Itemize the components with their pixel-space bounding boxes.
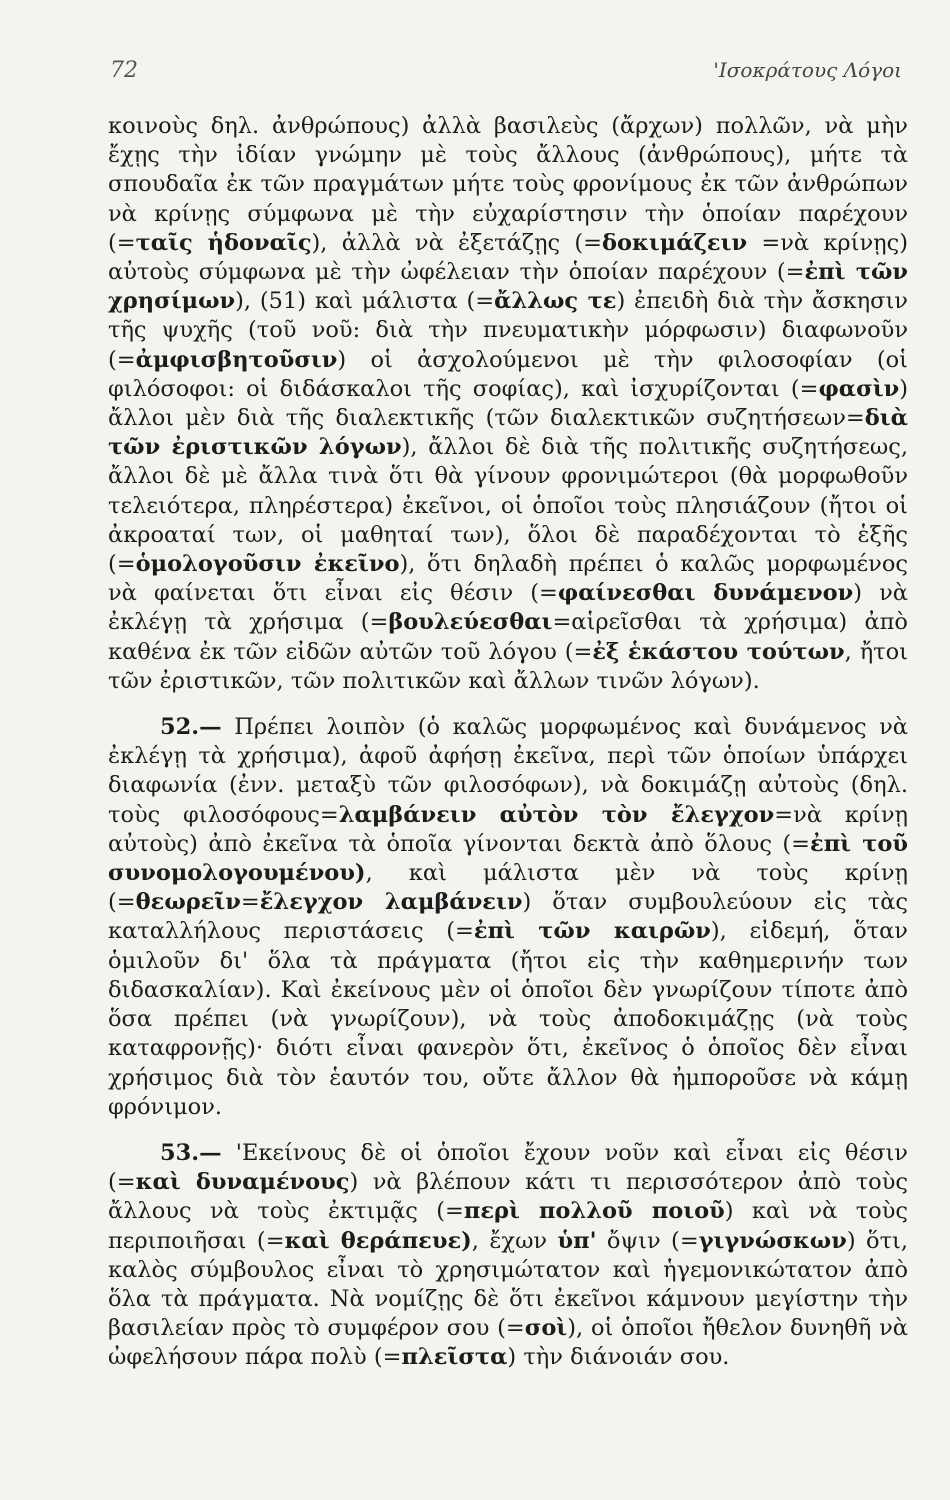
greek-term: ὑπ' (557, 1227, 597, 1254)
text-segment: ) τὴν διάνοιάν σου. (507, 1344, 730, 1371)
page-header (110, 58, 902, 88)
greek-term: ἐπὶ τῶν χρησίμων (108, 259, 908, 315)
greek-term: πλεῖστα (401, 1344, 508, 1371)
greek-term: ἔλεγχον λαμβάνειν (259, 889, 523, 916)
text-segment: , ἤτοι τῶν ἐριστικῶν, τῶν πολιτικῶν καὶ ἄλλων τινῶν λόγων). (108, 638, 908, 694)
text-segment: , ἔχων (471, 1227, 558, 1254)
text-segment: ), ἀλλὰ νὰ ἐξετάζῃς (= (311, 229, 603, 256)
text-segment: κοινοὺς δηλ. ἀνθρώπους) ἀλλὰ βασιλεὺς (ἄρχων) πολλῶν, νὰ μὴν ἔχῃς τὴν ἰδίαν γνώμην μὲ τοὺς ἄλλους (ἀνθρώπους), μήτε τὰ σπουδαῖα ἐκ τῶν πραγμάτων μήτε τοὺς φρονίμους ἐκ τῶν ἀνθρώπων νὰ κρίνῃς σύμφωνα μὲ τὴν εὐχαρίστησιν τὴν ὁποίαν παρέχουν (= (108, 113, 908, 256)
text-segment: ὄψιν (= (596, 1227, 699, 1254)
text-body (108, 112, 908, 1373)
text-segment: ) οἱ ἀσχολούμενοι μὲ τὴν φιλοσοφίαν (οἱ φιλόσοφοι: οἱ διδάσκαλοι τῆς σοφίας), καὶ ἰσχυρίζονται (= (108, 346, 908, 402)
text-segment: , καὶ μάλιστα μὲν νὰ τοὺς κρίνῃ (= (108, 860, 908, 916)
greek-term: ταῖς ἡδοναῖς (135, 229, 312, 256)
greek-term: ἐπὶ τῶν καιρῶν (473, 918, 711, 945)
text-segment: ), ἄλλοι δὲ διὰ τῆς πολιτικῆς συζητήσεως, ἄλλοι δὲ μὲ ἄλλα τινὰ ὅτι θὰ γίνουν φρονιμώτεροι (θὰ μορφωθοῦν τελειότερα, πληρέστερα) ἐκεῖνοι, οἱ ὁποῖοι τοὺς πλησιάζουν (ἤτοι οἱ ἀκροαταί των, οἱ μαθηταί των), ὅλοι δὲ παραδέχονται τὸ ἑξῆς (= (108, 434, 908, 578)
greek-term: θεωρεῖν (135, 889, 241, 916)
text-segment: = (240, 889, 260, 916)
text-segment: ) νὰ βλέπουν κάτι τι περισσότερον ἀπὸ τοὺς ἄλλους νὰ τοὺς ἐκτιμᾷς (= (108, 1169, 908, 1225)
text-segment: =νὰ κρίνῃ αὐτοὺς) ἀπὸ ἐκεῖνα τὰ ὁποῖα γίνονται δεκτὰ ἀπὸ ὅλους (= (108, 801, 908, 857)
greek-term: γιγνώσκων (698, 1227, 847, 1254)
text-segment: ), ὅτι δηλαδὴ πρέπει ὁ καλῶς μορφωμένος νὰ φαίνεται ὅτι εἶναι εἰς θέσιν (= (108, 551, 909, 607)
text-segment: Πρέπει λοιπὸν (ὁ καλῶς μορφωμένος καὶ δυνάμενος νὰ ἐκλέγῃ τὰ χρήσιμα), ἀφοῦ ἀφήσῃ ἐκεῖνα, περὶ τῶν ὁποίων ὑπάρχει διαφωνία (ἐνν. μεταξὺ τῶν φιλοσόφων), νὰ δοκιμάζῃ αὐτοὺς (δηλ. τοὺς φιλοσόφους= (108, 714, 908, 828)
paragraph (108, 713, 908, 1122)
text-segment: ) ὅτι, καλὸς σύμβουλος εἶναι τὸ χρησιμώτατον καὶ ἡγεμονικώτατον ἀπὸ ὅλα τὰ πράγματα. Νὰ νομίζῃς δὲ ὅτι ἐκεῖνοι κάμνουν μεγίστην τὴν βασιλείαν πρὸς τὸ συμφέρον σου (= (108, 1227, 908, 1342)
text-segment: ), οἱ ὁποῖοι ἤθελον δυνηθῆ νὰ ὠφελήσουν πάρα πολὺ (= (108, 1315, 908, 1371)
greek-term: περὶ πολλοῦ ποιοῦ (463, 1198, 725, 1225)
section-number: 53.— (160, 1139, 222, 1166)
page-number: 72 (110, 58, 138, 83)
greek-term: φασὶν (818, 375, 900, 402)
text-segment: ) καὶ νὰ τοὺς περιποιῆσαι (= (108, 1198, 909, 1254)
text-segment: 'Εκείνους δὲ οἱ ὁποῖοι ἔχουν νοῦν καὶ εἶναι εἰς θέσιν (= (108, 1139, 908, 1196)
greek-term: φαίνεσθαι δυνάμενον (557, 580, 854, 607)
greek-term: ἄλλως τε (494, 288, 617, 315)
text-segment: =αἱρεῖσθαι τὰ χρήσιμα) ἀπὸ καθένα ἐκ τῶν εἰδῶν αὐτῶν τοῦ λόγου (= (108, 609, 908, 665)
text-segment: ) νὰ ἐκλέγῃ τὰ χρήσιμα (= (108, 580, 908, 636)
greek-term: σοὶ (524, 1315, 568, 1342)
text-segment: ), (51) καὶ μάλιστα (= (235, 288, 495, 315)
greek-term: ὁμολογοῦσιν ἐκεῖνο (135, 551, 400, 578)
text-segment: ) ὅταν συμβουλεύουν εἰς τὰς καταλλήλους περιστάσεις (= (108, 889, 908, 945)
greek-term: καὶ θεράπευε) (284, 1227, 472, 1254)
text-segment: =νὰ κρίνῃς) αὐτοὺς σύμφωνα μὲ τὴν ὠφέλειαν τὴν ὁποίαν παρέχουν (= (108, 229, 908, 286)
paragraph (108, 1139, 908, 1373)
greek-term: ἐπὶ τοῦ συνομολογουμένου) (108, 830, 908, 887)
greek-term: βουλεύεσθαι (388, 609, 553, 636)
greek-term: διὰ τῶν ἐριστικῶν λόγων (108, 405, 908, 461)
text-segment: ) ἄλλοι μὲν διὰ τῆς διαλεκτικῆς (τῶν διαλεκτικῶν συζητήσεων= (108, 375, 908, 432)
text-segment: ) ἐπειδὴ διὰ τὴν ἄσκησιν τῆς ψυχῆς (τοῦ νοῦ: διὰ τὴν πνευματικὴν μόρφωσιν) διαφωνοῦν (= (108, 288, 908, 373)
running-title: 'Ισοκράτους Λόγοι (713, 58, 902, 82)
section-number: 52.— (160, 714, 222, 741)
greek-term: λαμβάνειν αὐτὸν τὸν ἔλεγχον (338, 801, 775, 828)
greek-term: ἐξ ἑκάστου τούτων (592, 638, 845, 665)
greek-term: δοκιμάζειν (602, 229, 748, 256)
text-segment: ), εἰδεμή, ὅταν ὁμιλοῦν δι' ὅλα τὰ πράγματα (ἤτοι εἰς τὴν καθημερινήν των διδασκαλίαν). Καὶ ἐκείνους μὲν οἱ ὁποῖοι δὲν γνωρίζουν τίποτε ἀπὸ ὅσα πρέπει (νὰ γνωρίζουν), νὰ τοὺς ἀποδοκιμάζῃς (νὰ τοὺς καταφρονῇς)· διότι εἶναι φανερὸν ὅτι, ἐκεῖνος ὁ ὁποῖος δὲν εἶναι χρήσιμος διὰ τὸν ἑαυτόν του, οὔτε ἄλλον θὰ ἠμποροῦσε νὰ κάμῃ φρόνιμον. (108, 918, 908, 1120)
paragraph (108, 112, 908, 696)
greek-term: καὶ δυναμένους (135, 1169, 350, 1196)
greek-term: ἀμφισβητοῦσιν (135, 346, 338, 373)
